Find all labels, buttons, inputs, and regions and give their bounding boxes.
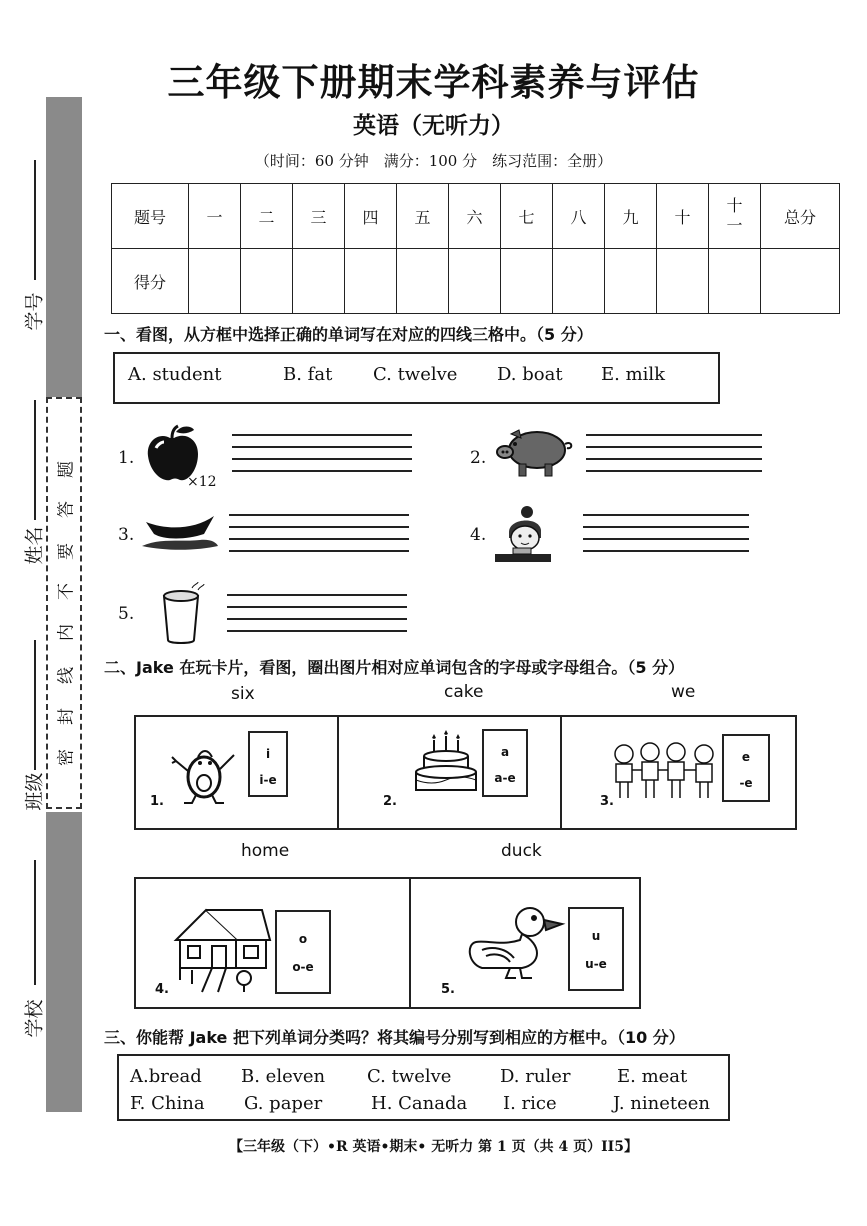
table-col-header: 七 xyxy=(501,184,553,249)
section1-heading: 一、看图，从方框中选择正确的单词写在对应的四线三格中。（5 分） xyxy=(104,325,593,344)
table-col-header: 八 xyxy=(553,184,605,249)
table-col-header: 十一 xyxy=(709,184,761,249)
letter-card[interactable] xyxy=(568,907,624,991)
letter-option[interactable]: -e xyxy=(739,776,753,790)
pig-icon xyxy=(493,424,577,480)
word-option: C. twelve xyxy=(367,1066,452,1087)
school-line xyxy=(34,860,36,985)
score-table xyxy=(111,183,840,314)
score-cell[interactable] xyxy=(293,249,345,314)
word-option: B. eleven xyxy=(241,1066,326,1087)
children-icon xyxy=(610,740,720,802)
class-label: 班级 xyxy=(23,772,46,811)
table-col-header: 四 xyxy=(345,184,397,249)
seal-char: 密 xyxy=(56,749,77,766)
student-id-label: 学号 xyxy=(23,292,46,331)
name-line xyxy=(34,400,36,520)
page-footer: 【三年级（下）•R 英语•期末• 无听力 第 1 页（共 4 页）II5】 xyxy=(229,1139,638,1155)
seal-char: 线 xyxy=(56,667,77,684)
seal-char: 不 xyxy=(56,583,77,600)
word-option: C. twelve xyxy=(373,364,458,385)
class-line xyxy=(34,640,36,770)
score-cell[interactable] xyxy=(605,249,657,314)
table-col-header: 十 xyxy=(657,184,709,249)
card-number: 5. xyxy=(441,982,455,997)
score-cell[interactable] xyxy=(345,249,397,314)
word-option: D. ruler xyxy=(500,1066,571,1087)
card-word: we xyxy=(671,682,696,702)
word-option: B. fat xyxy=(283,364,333,385)
boat-icon xyxy=(140,512,220,554)
item-number: 4. xyxy=(470,525,487,545)
letter-card[interactable] xyxy=(482,729,528,797)
page-subtitle: 英语（无听力） xyxy=(353,112,514,139)
cake-icon xyxy=(412,730,480,796)
school-label: 学校 xyxy=(23,999,46,1038)
score-cell[interactable] xyxy=(397,249,449,314)
letter-card[interactable] xyxy=(248,731,288,797)
score-cell[interactable] xyxy=(449,249,501,314)
score-cell[interactable] xyxy=(189,249,241,314)
table-col-header: 六 xyxy=(449,184,501,249)
word-option: E. milk xyxy=(601,364,666,385)
item-number: 1. xyxy=(118,448,135,468)
word-option: J. nineteen xyxy=(613,1093,710,1114)
seal-line-box xyxy=(46,397,82,809)
seal-char: 内 xyxy=(56,624,77,641)
table-total-header: 总分 xyxy=(761,184,840,249)
letter-option[interactable]: e xyxy=(741,750,751,764)
score-cell[interactable] xyxy=(761,249,840,314)
letter-option[interactable]: o-e xyxy=(292,960,314,974)
seal-char: 答 xyxy=(56,501,77,518)
writing-lines[interactable] xyxy=(586,434,762,482)
letter-option[interactable]: o xyxy=(298,932,308,946)
writing-lines[interactable] xyxy=(232,434,412,482)
name-label: 姓名 xyxy=(23,526,46,565)
section2-heading: 二、Jake 在玩卡片，看图，圈出图片相对应单词包含的字母或字母组合。（5 分） xyxy=(104,658,685,677)
word-option: D. boat xyxy=(497,364,563,385)
score-cell[interactable] xyxy=(501,249,553,314)
score-cell[interactable] xyxy=(241,249,293,314)
word-option: A. student xyxy=(128,364,222,385)
word-option: H. Canada xyxy=(371,1093,468,1114)
letter-option[interactable]: i xyxy=(265,747,271,761)
letter-option[interactable]: a xyxy=(500,745,510,759)
letter-option[interactable]: u xyxy=(591,929,601,943)
writing-lines[interactable] xyxy=(583,514,749,562)
quantity-note: ×12 xyxy=(187,474,217,490)
card-word: cake xyxy=(444,682,484,702)
table-header: 题号 xyxy=(112,184,189,249)
word-option: A.bread xyxy=(130,1066,202,1087)
item-number: 5. xyxy=(118,604,135,624)
word-option: E. meat xyxy=(617,1066,688,1087)
binding-strip-bottom xyxy=(46,812,82,1112)
item-number: 3. xyxy=(118,525,135,545)
table-col-header: 一 xyxy=(189,184,241,249)
page-title: 三年级下册期末学科素养与评估 xyxy=(167,60,700,104)
table-col-header: 九 xyxy=(605,184,657,249)
score-cell[interactable] xyxy=(709,249,761,314)
word-option: I. rice xyxy=(503,1093,557,1114)
letter-card[interactable] xyxy=(275,910,331,994)
exam-info: （时间：60 分钟 满分：100 分 练习范围：全册） xyxy=(254,152,613,170)
writing-lines[interactable] xyxy=(227,594,407,642)
word-option: G. paper xyxy=(244,1093,323,1114)
table-col-header: 五 xyxy=(397,184,449,249)
table-col-header: 二 xyxy=(241,184,293,249)
milk-glass-icon xyxy=(158,580,208,646)
student-id-line xyxy=(34,160,36,280)
card-word: duck xyxy=(501,841,542,861)
table-header: 得分 xyxy=(112,249,189,314)
letter-option[interactable]: u-e xyxy=(585,957,607,971)
house-icon xyxy=(172,906,272,996)
letter-option[interactable]: a-e xyxy=(494,771,516,785)
word-option: F. China xyxy=(130,1093,205,1114)
student-icon xyxy=(493,502,553,566)
number-six-icon xyxy=(168,733,238,807)
duck-icon xyxy=(462,904,566,984)
card-word: home xyxy=(241,841,290,861)
seal-char: 要 xyxy=(56,543,77,560)
card-number: 4. xyxy=(155,982,169,997)
card-number: 3. xyxy=(600,794,614,809)
card-number: 2. xyxy=(383,794,397,809)
seal-char: 封 xyxy=(56,708,77,725)
score-cell[interactable] xyxy=(657,249,709,314)
card-word: six xyxy=(231,684,255,704)
binding-strip-top xyxy=(46,97,82,397)
letter-option[interactable]: i-e xyxy=(259,773,277,787)
score-cell[interactable] xyxy=(553,249,605,314)
letter-card[interactable] xyxy=(722,734,770,802)
section3-heading: 三、你能帮 Jake 把下列单词分类吗？将其编号分别写到相应的方框中。（10 分） xyxy=(104,1028,685,1047)
writing-lines[interactable] xyxy=(229,514,409,562)
table-col-header: 三 xyxy=(293,184,345,249)
seal-char: 题 xyxy=(56,461,77,478)
item-number: 2. xyxy=(470,448,487,468)
card-number: 1. xyxy=(150,794,164,809)
